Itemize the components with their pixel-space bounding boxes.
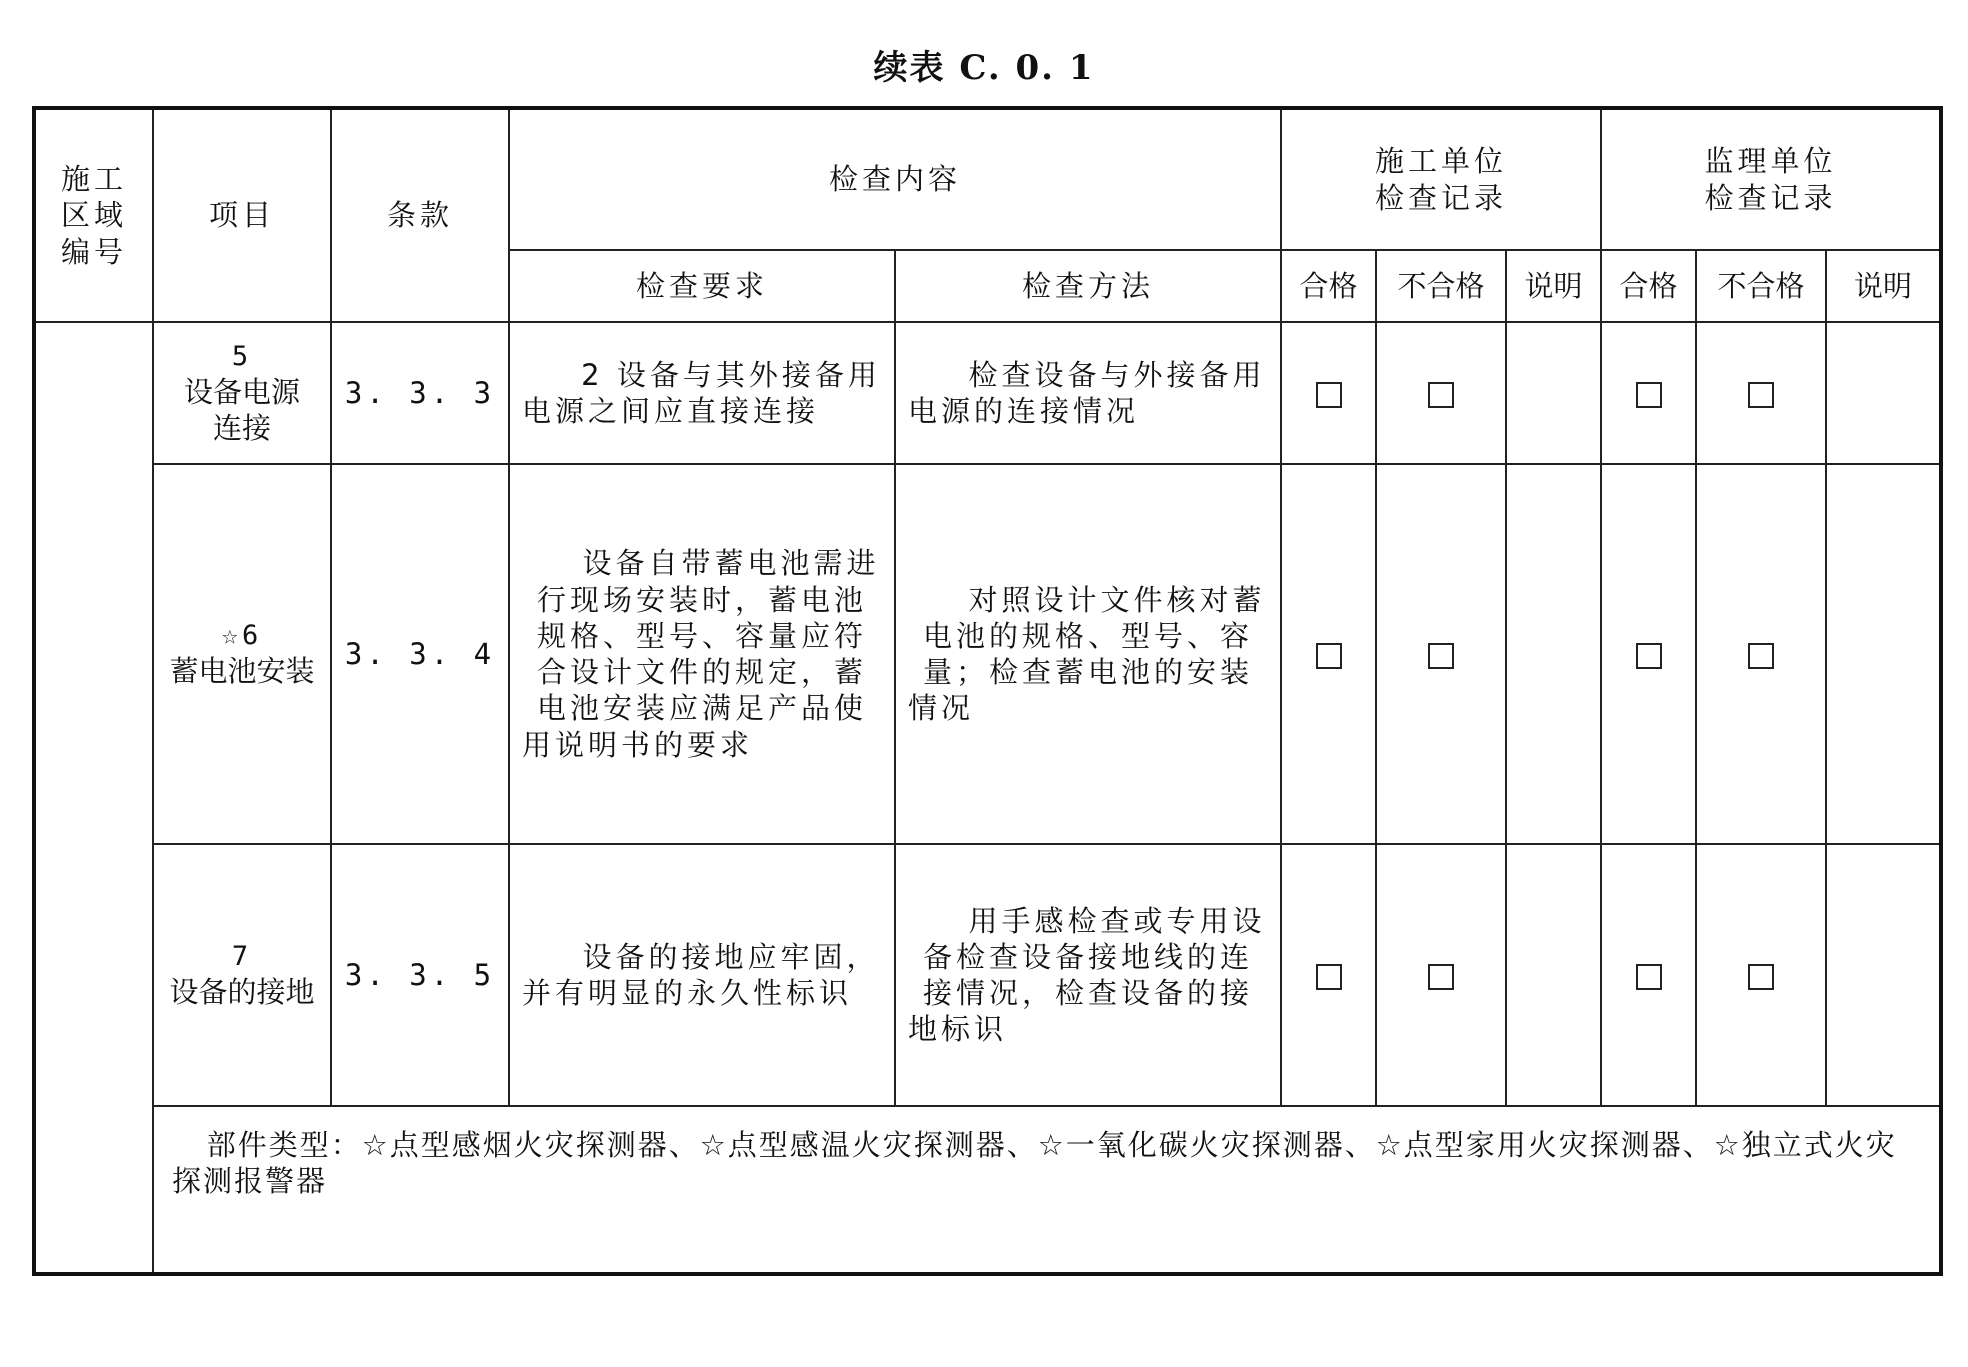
construction-pass-checkbox[interactable] (1316, 964, 1342, 990)
clause-cell: 3. 3. 5 (331, 844, 509, 1106)
header-fail: 不合格 (1696, 250, 1826, 322)
method-cell: 对照设计文件核对蓄电池的规格、型号、容量；检查蓄电池的安装情况 (895, 464, 1281, 844)
supervision-pass-cell (1601, 322, 1696, 464)
header-clause: 条款 (331, 108, 509, 322)
note-row (34, 1106, 1941, 1274)
construction-pass-cell (1281, 844, 1376, 1106)
header-construction-unit: 施工单位 检查记录 (1281, 108, 1601, 250)
header-fail: 不合格 (1376, 250, 1506, 322)
header-pass: 合格 (1281, 250, 1376, 322)
clause-cell: 3. 3. 3 (331, 322, 509, 464)
supervision-pass-checkbox[interactable] (1636, 643, 1662, 669)
supervision-pass-cell (1601, 844, 1696, 1106)
construction-fail-checkbox[interactable] (1428, 382, 1454, 408)
header-pass: 合格 (1601, 250, 1696, 322)
construction-fail-cell (1376, 322, 1506, 464)
page-title: 续表 C. 0. 1 (873, 48, 1095, 88)
header-row-1 (34, 108, 1941, 250)
area-code-cell (34, 322, 153, 1274)
construction-fail-checkbox[interactable] (1428, 643, 1454, 669)
item-cell: ☆6 蓄电池安装 (153, 464, 331, 844)
construction-pass-checkbox[interactable] (1316, 643, 1342, 669)
item-cell: 7 设备的接地 (153, 844, 331, 1106)
construction-pass-cell (1281, 322, 1376, 464)
requirement-cell: 设备自带蓄电池需进行现场安装时，蓄电池规格、型号、容量应符合设计文件的规定，蓄电池安装应满足产品使用说明书的要求 (509, 464, 895, 844)
header-remark: 说明 (1506, 250, 1601, 322)
supervision-fail-checkbox[interactable] (1748, 643, 1774, 669)
supervision-pass-checkbox[interactable] (1636, 964, 1662, 990)
table-row (34, 322, 1941, 464)
construction-fail-cell (1376, 844, 1506, 1106)
construction-remark-cell[interactable] (1506, 464, 1601, 844)
supervision-fail-cell (1696, 322, 1826, 464)
requirement-cell: 设备的接地应牢固，并有明显的永久性标识 (509, 844, 895, 1106)
construction-pass-cell (1281, 464, 1376, 844)
construction-pass-checkbox[interactable] (1316, 382, 1342, 408)
supervision-fail-cell (1696, 464, 1826, 844)
header-content: 检查内容 (509, 108, 1281, 250)
supervision-fail-cell (1696, 844, 1826, 1106)
supervision-pass-cell (1601, 464, 1696, 844)
header-remark: 说明 (1826, 250, 1941, 322)
method-cell: 检查设备与外接备用电源的连接情况 (895, 322, 1281, 464)
construction-remark-cell[interactable] (1506, 844, 1601, 1106)
requirement-cell: 2 设备与其外接备用电源之间应直接连接 (509, 322, 895, 464)
construction-remark-cell[interactable] (1506, 322, 1601, 464)
component-type-note: 部件类型：☆点型感烟火灾探测器、☆点型感温火灾探测器、☆一氧化碳火灾探测器、☆点型家用火灾探测器、☆独立式火灾探测报警器 (153, 1106, 1941, 1274)
clause-cell: 3. 3. 4 (331, 464, 509, 844)
table-row (34, 844, 1941, 1106)
supervision-fail-checkbox[interactable] (1748, 964, 1774, 990)
header-method: 检查方法 (895, 250, 1281, 322)
supervision-pass-checkbox[interactable] (1636, 382, 1662, 408)
supervision-remark-cell[interactable] (1826, 844, 1941, 1106)
item-cell: 5 设备电源 连接 (153, 322, 331, 464)
construction-fail-checkbox[interactable] (1428, 964, 1454, 990)
header-item: 项目 (153, 108, 331, 322)
inspection-table (32, 106, 1943, 1276)
method-cell: 用手感检查或专用设备检查设备接地线的连接情况，检查设备的接地标识 (895, 844, 1281, 1106)
supervision-remark-cell[interactable] (1826, 322, 1941, 464)
supervision-remark-cell[interactable] (1826, 464, 1941, 844)
construction-fail-cell (1376, 464, 1506, 844)
supervision-fail-checkbox[interactable] (1748, 382, 1774, 408)
header-requirement: 检查要求 (509, 250, 895, 322)
header-area-code: 施工 区域 编号 (34, 108, 153, 322)
header-supervision-unit: 监理单位 检查记录 (1601, 108, 1941, 250)
table-row (34, 464, 1941, 844)
